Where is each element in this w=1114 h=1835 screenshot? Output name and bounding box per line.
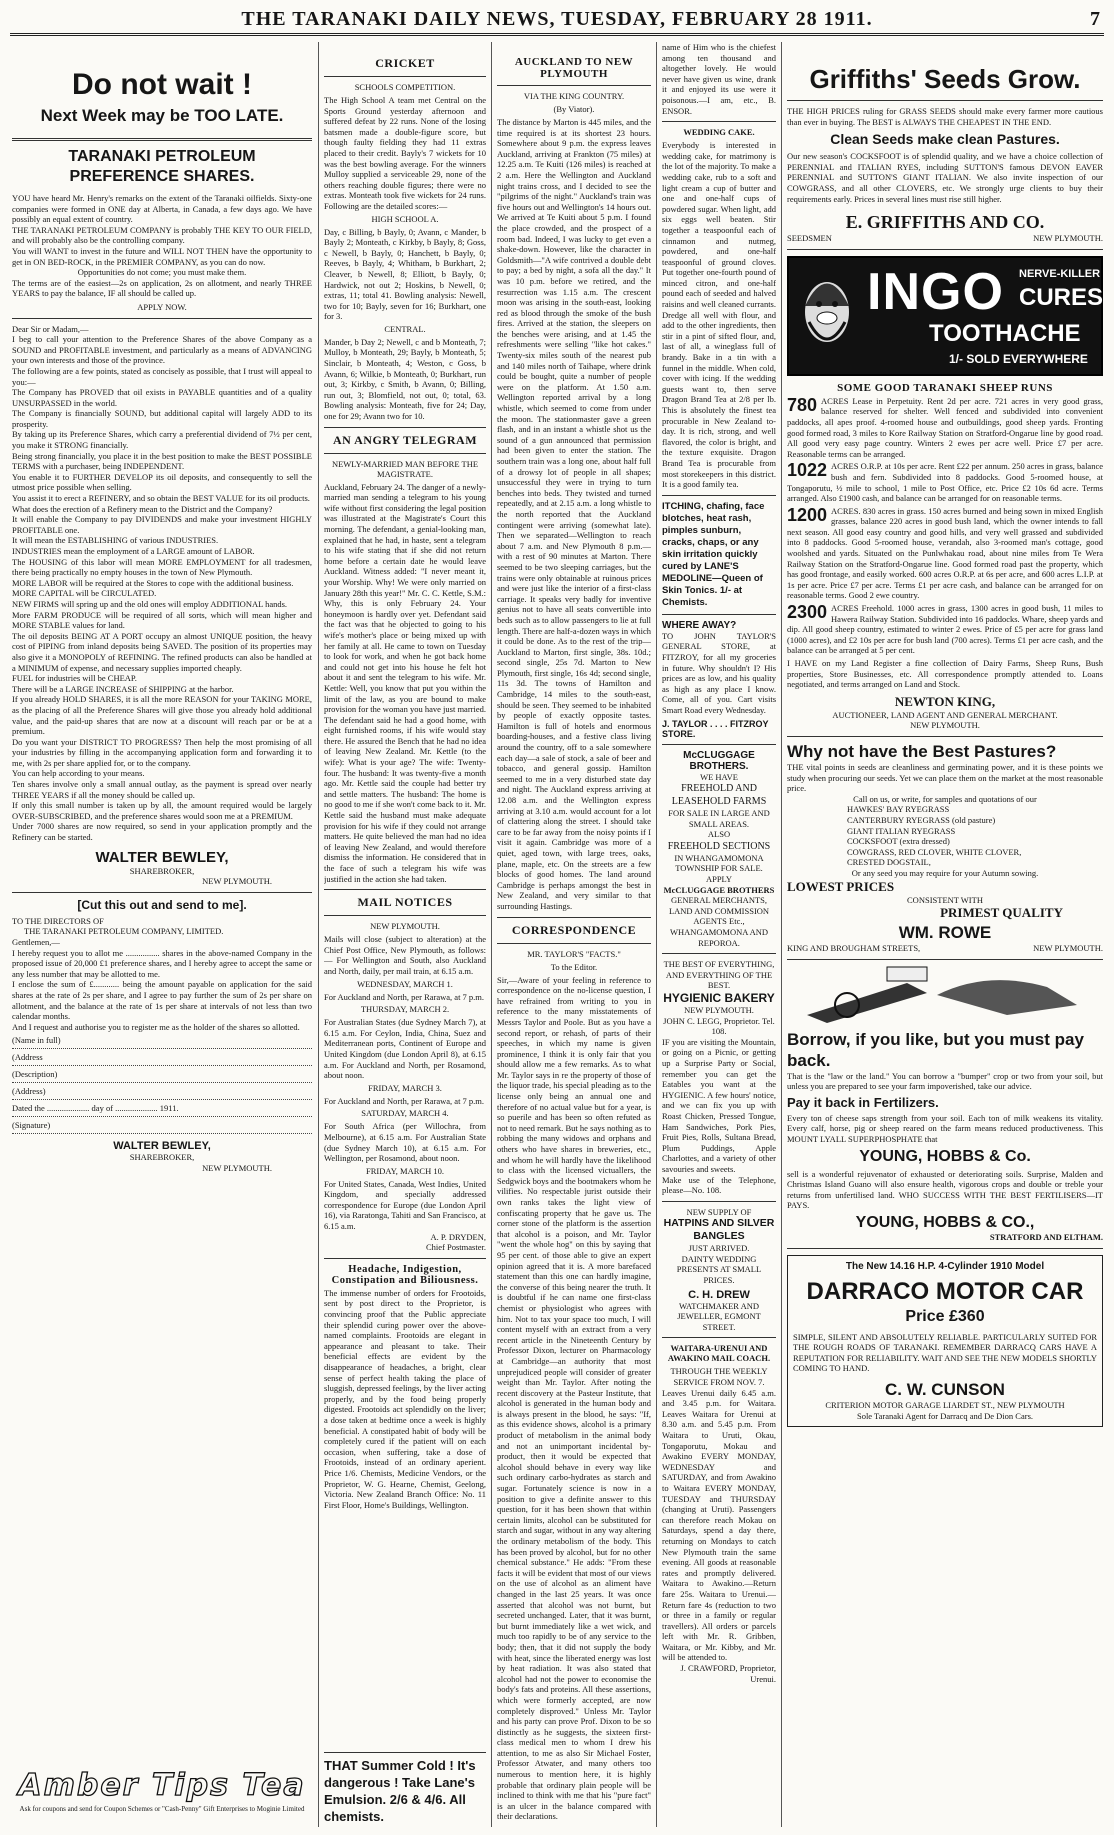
runs-footer: I HAVE on my Land Register a fine collection of Dairy Farms, Sheep Runs, Bush properties, Store Businesses, etc. All correspondence promptly attended to. Loans negotiated, and terms arranged on Land and Stock.: [787, 658, 1103, 690]
divider: [662, 1337, 776, 1338]
divider: [787, 1248, 1103, 1249]
mcc-line: FREEHOLD SECTIONS: [667, 840, 771, 852]
article-body: For Auckland and North, per Rarawa, at 7 p.m.: [324, 991, 485, 1002]
divider: [324, 453, 486, 454]
primest-quality: PRIMEST QUALITY: [940, 905, 1063, 921]
divider: [324, 889, 486, 890]
lanes-emulsion-text: THAT Summer Cold ! It's dangerous ! Take Lane's Emulsion. 2/6 & 4/6. All chemists.: [324, 1758, 476, 1824]
run-acres: 1200: [787, 505, 828, 525]
rowe-address: KING AND BROUGHAM STREETS,: [787, 943, 921, 954]
divider: [662, 1201, 776, 1202]
ad-paragraph: Ten shares involve only a small annual outlay, as the payment is spread over nearly THREE YEARS if all the money should be called up.: [12, 779, 312, 800]
article-body: Day, c Billing, b Bayly, 0; Avann, c Mander, b Bayly 2; Monteath, c Kirkby, b Bayly, 8; Goss, c Newell, b Bayly, 0; Hanchett, b Bayly, 0; Reeves, b Bayly, 4; Whitham, b Burkhart, 2; Cleaver, b Newell, 8; Elliott, b Bayly, 0; Hardwick, not out 2; Hoskins, b Newell, 0; extras, 11; total 41. Bowling analysis: Newell, two for 10; Bayly, seven for 16; Burkhart, one for 3.: [324, 226, 486, 322]
ad-salutation: Dear Sir or Madam,—: [12, 323, 89, 334]
mcc-line: GENERAL MERCHANTS, LAND AND COMMISSION AGENTS Etc.,: [668, 895, 770, 927]
letter-end: name of Him who is the chiefest among ten thousand and altogether lovely. He would never have given us wine, drank it and enjoyed its use were it poisonous.—I am, etc., B. ENSOR.: [662, 42, 776, 116]
ad-paragraph: NEW FIRMS will spring up and the old ones will employ ADDITIONAL hands.: [12, 598, 288, 609]
divider: [324, 427, 486, 428]
ingo-nerve: NERVE-KILLER: [1019, 267, 1101, 280]
young-hobbs-2: YOUNG, HOBBS & CO.,: [855, 1214, 1035, 1232]
article-body: The immense number of orders for Frootoids, sent by post direct to the Proprietor, is convincing proof that the Public appreciate their splendid curing power over the above-named complaints. Frootoids are elegant in appearance and pleasant to take. Their beneficial effects are evident by the disappearance of headaches, a bright, clear sense of perfect health taking the place of sluggish, depressed feelings, by the liver acting properly, and by the food being properly digested. Frootoids act splendidly on the liver; a dose taken at bedtime once a week is highly beneficial. A constipated habit of body will be completely cured if the patient will on each occasion, when suffering, take a dose of Frootoids, instead of an ordinary aperient. Price 1/6. Chemists, Medicine Vendors, or the Proprietor, W. G. Hearne, Chemist, Geelong, Victoria. New Zealand Branch Office: No. 11 First Floor, Home's Buildings, Wellington.: [324, 1287, 486, 1510]
form-to: TO THE DIRECTORS OF: [12, 915, 104, 926]
seed-list-item: GIANT ITALIAN RYEGRASS: [847, 825, 956, 836]
drew-role: WATCHMAKER AND JEWELLER, EGMONT STREET.: [677, 1300, 761, 1332]
section-subhead: HIGH SCHOOL A.: [371, 213, 439, 224]
ad-paragraph: MORE CAPITAL will be CIRCULATED.: [12, 588, 157, 599]
hatpins-just: JUST ARRIVED.: [688, 1243, 750, 1254]
pastures-headline: Why not have the Best Pastures?: [787, 741, 1057, 761]
seed-list-item: HAWKES' BAY RYEGRASS: [847, 804, 950, 815]
where-away-body: TO JOHN TAYLOR'S GENERAL STORE, at FITZROY, for all my groceries in future. Why shouldn't I? His prices are as low, and his quality as high as any place I know. Come, all of you. Cart visits Smart Road every Wednesday.: [662, 630, 776, 715]
griffiths-footer: [787, 233, 1103, 244]
form-text: I hereby request you to allot me ................ shares in the above-named Company in the proposed issue of 20,000 £1 preference shares, and I hereby agree to accept the same or any less number that may be allotted to me.: [12, 947, 312, 979]
young-body: sell is a wonderful rejuvenator of exhausted or deteriorating soils. Surprise, Malden and Christmas Island Guano will also ensure health, vigorous crops and double or treble your returns from unfertilised land. WHO SUCCESS WITH THE BEST FERTILISERS—IT PAYS.: [787, 1168, 1103, 1211]
column-ads-4: [662, 42, 776, 1827]
hatpins-dainty: DAINTY WEDDING PRESENTS AT SMALL PRICES.: [676, 1253, 762, 1286]
ad-paragraph: Under 7000 shares are now required, so send in your application promptly and the Refinery can be started.: [12, 821, 312, 843]
signer-name: WALTER BEWLEY,: [113, 1140, 211, 1153]
ad-paragraph: FUEL for industries will be CHEAP.: [12, 673, 137, 684]
mcc-line: WE HAVE: [700, 771, 738, 782]
seed-list-item: CRESTED DOGSTAIL,: [847, 857, 931, 868]
form-greeting: Gentlemen,—: [12, 937, 60, 947]
young-town: STRATFORD AND ELTHAM.: [989, 1232, 1103, 1243]
divider: [12, 892, 312, 893]
bakery-body: IF you are visiting the Mountain, or going on a Picnic, or getting up a Surprise Party or Social, remember you can get the Eatables you want at the HYGIENIC. A few hours' notice, and we can fix you up with Roast Chicken, Pressed Tongue, Ham Sandwiches, Pork Pies, Fruit Pies, Rolls, Sultana Bread, Plum Puddings, Apple Charlottes, and a variety of other savouries and sweets.: [662, 1036, 776, 1174]
signer-role: SHAREBROKER,: [129, 865, 195, 876]
sheep-runs-head: SOME GOOD TARANAKI SHEEP RUNS: [837, 381, 1053, 394]
section-head-mail: MAIL NOTICES: [357, 895, 453, 910]
bakery-town: NEW PLYMOUTH.: [684, 1005, 754, 1015]
section-head-correspondence: CORRESPONDENCE: [511, 922, 637, 937]
ad-paragraph: By taking up its Preference Shares, which carry a preferential dividend of 7½ per cent, you make it STRONG financially.: [12, 429, 312, 451]
ingo-brand: INGO: [867, 262, 1004, 321]
section-subhead: VIA THE KING COUNTRY.: [523, 91, 625, 101]
section-subhead: NEWLY-MARRIED MAN BEFORE THE MAGISTRATE.: [331, 458, 479, 479]
form-field-description[interactable]: (Description): [12, 1066, 312, 1083]
mail-signer: A. P. DRYDEN,: [430, 1231, 486, 1242]
bakery-pre: THE BEST OF EVERYTHING, AND EVERYTHING OF THE BEST.: [663, 959, 775, 991]
ingo-ad: [787, 256, 1103, 376]
mail-signer-role: Chief Postmaster.: [426, 1242, 486, 1253]
ad-paragraph: I beg to call your attention to the Preference Shares of the above Company as a SOUND and PROFITABLE investment, and particularly as a means of ADVANCING your own interests and those of the province.: [12, 334, 312, 366]
run-text: ACRES Freehold. 1000 acres in grass, 1300 acres in good bush, 11 miles to Hawera Railway Station. Subdivided into 16 paddocks. Whare, sheep yards and dip. All good sheep country, estimated to winter 2 ewes. Price of £5 per acre for grass land (1000 acres), and £2 10s per acre for bush land (700 acres). Terms £1 per acre cash, and the balance can be arranged at 5 per cent.: [787, 603, 1103, 656]
amber-tips-ad: [12, 1768, 312, 1828]
bumper-crop-illustration-icon: [787, 965, 1103, 1025]
ad-paragraph: The HOUSING of this labor will mean MORE EMPLOYMENT for all tradesmen, there being practically no empty houses in the town of New Plymouth.: [12, 556, 312, 578]
pastures-body: THE vital points in seeds are cleanliness and germinating power, and it is these points we study when procuring our seeds. Yet we can place them on the market at the most reasonable price.: [787, 761, 1103, 794]
divider: [787, 736, 1103, 737]
section-head-telegram: AN ANGRY TELEGRAM: [332, 432, 478, 447]
griffiths-headline: Griffiths' Seeds Grow.: [809, 64, 1081, 94]
ad-paragraph: MORE LABOR will be required at the Stores to cope with the additional business.: [12, 577, 294, 588]
signer-town: NEW PLYMOUTH.: [202, 876, 272, 887]
cut-out-note: [Cut this out and send to me].: [77, 897, 247, 912]
signer-name: WALTER BEWLEY,: [95, 848, 229, 866]
ad-paragraph: The Company has PROVED that oil exists in PAYABLE quantities and of a quality UNSURPASSED in the world.: [12, 387, 312, 408]
divider: [662, 121, 776, 122]
mail-date: THURSDAY, MARCH 2.: [360, 1004, 450, 1015]
seed-list-item: COWGRASS, RED CLOVER, WHITE CLOVER,: [847, 846, 1022, 857]
darraco-price: Price £360: [905, 1307, 985, 1325]
newton-king-town: NEW PLYMOUTH.: [910, 720, 980, 731]
ad-paragraph: The oil deposits BEING AT A PORT occupy an almost UNIQUE position, the heavy cost of PIPING from inland deposits being SAVED. The position of its properties may also give it a MONOPOLY of REFINING. The refined products can also be handled at a MINIMUM of expense, and necessary supplies imported cheaply.: [12, 630, 312, 673]
rowe-name: WM. ROWE: [898, 923, 992, 943]
mail-date: FRIDAY, MARCH 3.: [368, 1082, 442, 1093]
ingo-cures: CURES: [1019, 283, 1103, 311]
divider: [324, 76, 486, 77]
run-text: ACRES. 830 acres in grass. 150 acres burned and being sown in mixed English grasses, balance 220 acres in good bush land, which the owner intends to fall next season. All good easy country and good hills, and very well grassed and subdivided into 8 paddocks. Good 5-roomed house, verandah, also 3-roomed man's cottage, good woolshed and yards. Situated on the Punlwhakau road, about nine miles from Te Wera Railway Station on the Stratford-Ongarue line. Good formed road past the property, which has good frontage, and easily worked. 600 acres O.R.P. at 6s per acre, and 600 acres L.I.P. at 1s per acre. Price £7 per acre. Terms £1 per acre cash, and balance can be arranged for on reasonable terms. Good 2 ewe country.: [787, 505, 1103, 601]
article-body: For Australian States (due Sydney March 7), at 6.15 a.m. For Ceylon, India, China, Suez and Mediterranean ports, Continent of Europe and United Kingdom (due London April 8), at 6.15 a.m. For Auckland and North, per Rosamond, about noon.: [324, 1017, 486, 1081]
section-subhead: CENTRAL.: [384, 323, 426, 334]
form-field-date[interactable]: Dated the .................... day of .................... 1911.: [12, 1100, 312, 1117]
mccluggage-head: McCLUGGAGE BROTHERS.: [683, 749, 755, 772]
lanes-emulsion-ad: [324, 1752, 486, 1828]
seed-list-item: COCKSFOOT (extra dressed): [847, 836, 950, 847]
form-text: I enclose the sum of £............ being the amount payable on application for the said shares at the rate of 2s per share, and I agree to pay further the sum of 2s per share on allotment, and the balance at the rate of 1s per share at intervals of not less than two calendar months.: [12, 979, 312, 1022]
signer-town: NEW PLYMOUTH.: [202, 1162, 272, 1173]
ad-paragraph: The terms are of the easiest—2s on application, 2s on allotment, and nearly THREE YEARS to pay the balance, IF all should be called up.: [12, 277, 312, 299]
seed-list-item: CANTERBURY RYEGRASS (old pasture): [847, 814, 996, 825]
amber-tips-subtext: Ask for coupons and send for Coupon Schemes or "Cash-Penny" Gift Enterprises to Moginie Limited: [19, 1805, 305, 1813]
mcc-line: IN WHANGAMOMONA TOWNSHIP FOR SALE.: [674, 852, 764, 874]
ad-paragraph: If only this small number is taken up by all, the amount required would be largely OVER-SUBSCRIBED, and the preference shares would soon me at a PREMIUM.: [12, 800, 312, 821]
section-subhead: NEW PLYMOUTH.: [370, 921, 440, 932]
run-listing: [787, 506, 1103, 601]
form-field-address[interactable]: (Address: [12, 1049, 312, 1066]
article-body: The distance by Marton is 445 miles, and the time required is at its shortest 23 hours. Somewhere about 9 p.m. the express leaves Auckland, arriving at Frankton (75 miles) at 12.25 a.m. Te Kuiti (126 miles) is reached at 2 a.m. Here the Wellington and Auckland night trains cross, and I decided to see the "pilgrims of the night." Auckland's train was five hours out and Wellington's 14 hours out. We arrived at Te Kuiti about 5 p.m. I found the place crowded, and the prospect of a room bad. Indeed, I was lucky to get even a shake-down. However, like the character in Goldsmith—"A wife contrived a double debt to pay; a bed by night, a sofa all the day." It was 10 p.m. before we retired, and the resurrection was 1.15 a.m. The crescent moon was arising in the south-east, looking red as blood through the smoke of the bush fires. Arrived at the station, the sleepers on the benches were arising, and at 1.45 the refreshments were selling "like hot cakes." Twenty-six miles south of the nearest pub and 140 miles north of Taihape, where drink could be bought, quite a number of people were on the platform. At 1.50 a.m. Wellington reported arrival by a long whistle, which seemed to come from under the moon. The stationmaster gave a green flash, and in an instant a whistle shot us the sound of a gun announced that permission had been given to enter the station. The southern train was a long one, about half full of a drowsy lot of people in all shapes; unsuccessful they were in trying to turn benches into beds. They twisted and turned repeatedly, and at 2.15 a.m. a long whistle to the north reported that the Auckland contingent were arriving (somewhat late). Then we separated—Wellington to reach about 7 a.m. and New Plymouth 8 p.m.—with a rest of 90 minutes at Marton. There seemed to be two sleeping carriages, but the trains were only obtainable at ruinous prices and were just like the interior of a first-class carriage. It speaks very badly for inventive genius not to have all seats convertible into beds such as to allow passengers to lie at full length. There are half-a-dozen ways in which it could be done. As to the rest of the trip—Auckland to Marton, first single, 38s. 10d.; second single, 25s 7d. Marton to New Plymouth, first single, 16s 4d; second single, 11s 3d. The towns of Hamilton and Cambridge, 14 miles to the south-east, should be seen. They seemed to be inhabited by people of exactly opposite tastes. Hamilton is full of hotels and enormous boarding-houses, and a festive class living around the country, off to a sale somewhere each day—a sale of stock, a sale of beer and tobacco, and general gossip. Hamilton seemed to me in a very disturbed state day and night. The Auckland express arriving at 12.08 a.m. and the Wellington express arriving at 3.10 a.m. would account for a lot of clattering along the street. I should take care to be far away from the noisy points if I visit it again. Cambridge was more of a quiet, aged town, with large trees, oaks, plane, maple, etc. On the streets are a few blocks of good homes. The land around Cambridge is perhaps amongst the best in New Zealand, and very similar to that surrounding Hastings.: [497, 117, 651, 911]
borrow-body: That is the "law or the land." You can borrow a "bumper" crop or two from your soil, but unless you are prepared to see your farm impoverished, take our advice.: [787, 1070, 1103, 1092]
ad-title: TARANAKI PETROLEUM PREFERENCE SHARES.: [68, 148, 256, 185]
ad-paragraph: The Company is financially SOUND, but additional capital will largely ADD to its prosperity.: [12, 408, 312, 429]
ad-paragraph: The following are a few points, stated as concisely as possible, that I trust will appeal to you:—: [12, 365, 312, 387]
ad-paragraph: There will be a LARGE INCREASE of SHIPPING at the harbor.: [12, 683, 234, 694]
ad-paragraph: You assist it to erect a REFINERY, and so obtain the BEST VALUE for its oil products.: [12, 493, 310, 504]
cunson-addr: CRITERION MOTOR GARAGE LIARDET ST., NEW PLYMOUTH: [825, 1400, 1065, 1410]
column-rule: [491, 42, 492, 1827]
clean-seeds: Clean Seeds make clean Pastures.: [830, 131, 1060, 148]
ad-paragraph: If you already HOLD SHARES, it is all the more REASON for your TAKING MORE, as the placing of all the Preference Shares will give those you already hold additional value, and the paid-up shares that are now at a discount will reach par or be at a premium.: [12, 694, 312, 737]
taylor-store: J. TAYLOR . . . . FITZROY STORE.: [662, 718, 769, 739]
divider: [662, 614, 776, 615]
ad-headline: Do not wait !: [72, 68, 252, 101]
itching-ad: ITCHING, chafing, face blotches, heat rash, pimples sunburn, cracks, chaps, or any skin irritation quickly cured by LANE'S MEDOLINE—Queen of Skin Tonics. 1/- at Chemists.: [662, 500, 765, 608]
ad-paragraph: You can help according to your means.: [12, 768, 145, 779]
divider: [662, 953, 776, 954]
article-body: Sir,—Aware of your feeling in reference to correspondence on the no-license question, I have refrained from writing to you in reference to the many misstatements of Messrs Taylor and Poole. But as you have a second report, or rehash, of parts of their speeches, in which my name is given prominence, I think it is only fair that you should allow me a few remarks. As to what Mr. Taylor says in re the property of those of the liquor trade, his special pleading as to the license only being an annual one and therefore of no actual value but for a year, is so puerile and has been so often refuted as not to need remark. But he says nothing as to robbing the many widows and orphans and others who have shares in breweries, etc., and whom he will hardly have the likelihood to class with the licensed victuallers, the Sedgwick boys and the bootmakers whom he vilifies. No respectable jurist outside their own ranks takes the light view of confiscating property that he gave us. The corner stone of the platform is the assertion that alcohol is a poison, and Mr. Taylor "went the whole hog" on this by saying that 95 per cent. of those able to give an expert opinion agreed that it is. A more barefaced statement than this one can hardly imagine, the converse of this being nearer the truth. It is doubtful if he can name one first-class chemist or physiologist who agrees with him. Not to tax your space too much, I will content myself with an extract from a very recent article in the Nineteenth Century by Professor Dixon, lecturer on Pharmacology at Cambridge—an authority that most unprejudiced people will consider of greater weight than Mr. Taylor. After noting the recent discovery at the Pasteur Institute, that alcohol is generated in the human body and is always present in the blood, he says: "If, as this evidence shows, alcohol is a primary product of metabolism in the animal body and not an unimportant incidental by-product, then it would be expected that alcohol should behave in every way like such ordinary carbo-hydrates as starch and sugar. Fortunately science is now in a position to give a definite answer to this question, for it has been shown that within certain limits, alcohol can be substituted for starch and sugar, without in any way altering the ordinary metabolism of the body. This has been proved by alcohol, but for no other chemical substance." He adds: "From these facts it will be evident that most of our views on the use of alcohol as an aliment have changed in the last 25 years. It was once asserted that alcohol was not burnt, but secreted unchanged. Later, that it was burnt, but burnt immediately like a wet wick, and much too rapidly to be of any service to the body; then, that it did not supply the body with heat, since the liberated energy was lost by heat radiation. It was also stated that alcohol had not the power to economise the body's fats and proteins. All these assertions, which were formerly accepted, are now completely disproved." Unless Mr. Taylor and his party can prove Prof. Dixon to be so distinctly as he suggests, the sixteen first-class medical men to whom I drew his attention, to me as also Sir Michael Foster, Professor Atwater, and many others too numerous to mention here, it is highly probable that ordinary plain people will be inclined to think with me that his "pure fact" is an ulcer in the balance compared with their declarations.: [497, 974, 651, 1822]
ad-paragraph: What does the erection of a Refinery mean to the District and the Company?: [12, 503, 273, 514]
run-listing: [787, 396, 1103, 460]
run-listing: [787, 603, 1103, 656]
payback-body: Every ton of cheese saps strength from your soil. Each ton of milk weakens its vitality. Every calf, horse, pig or sheep reared on the farm means reduced productiveness. This MOUNT LYALL SUPERPHOSPHATE that: [787, 1112, 1103, 1145]
divider: [662, 495, 776, 496]
pastures-call: Call on us, or write, for samples and quotations of our: [853, 793, 1037, 804]
divider: [497, 917, 651, 918]
mail-date: WEDNESDAY, MARCH 1.: [357, 978, 453, 989]
seed-list: [787, 804, 1103, 868]
column-rule: [656, 42, 657, 1827]
section-head-wedding-cake: WEDDING CAKE.: [683, 127, 755, 138]
masthead-title: THE TARANAKI DAILY NEWS, TUESDAY, FEBRUARY 28 1911.: [241, 8, 873, 30]
mcc-line: FREEHOLD AND LEASEHOLD FARMS: [671, 783, 767, 808]
face-illustration-icon: [795, 266, 859, 370]
form-text: And I request and authorise you to register me as the holder of the shares so allotted.: [12, 1021, 300, 1032]
mcc-line: McCLUGGAGE BROTHERS: [663, 884, 775, 895]
article-body: For South Africa (per Willochra, from Melbourne), at 6.15 a.m. For Australian State (due Sydney March 10), at 6.15 a.m. For Wellington, per Rosamond, about noon.: [324, 1121, 486, 1164]
section-head-headache: Headache, Indigestion, Constipation and Biliousness.: [331, 1263, 479, 1286]
mcc-line: FOR SALE IN LARGE AND SMALL AREAS.: [668, 808, 770, 829]
ad-paragraph: Do you want your DISTRICT TO PROGRESS? Then help the most promising of all your industries by filling in the accompanying application form and forwarding it to me, with 2s per share applied for, or to the company.: [12, 736, 312, 768]
run-acres: 1022: [787, 461, 828, 481]
ad-paragraph: Opportunities do not come; you must make them.: [77, 267, 247, 278]
ad-paragraph: INDUSTRIES mean the employment of a LARGE amount of LABOR.: [12, 546, 255, 556]
ad-paragraph: You enable it to FURTHER DEVELOP its oil deposits, and consequently to sell the utmost price possible when selling.: [12, 471, 312, 493]
section-head-cricket: CRICKET: [375, 56, 435, 70]
drew-name: C. H. DREW: [688, 1288, 750, 1301]
newton-king-role: AUCTIONEER, LAND AGENT AND GENERAL MERCHANT.: [832, 709, 1058, 720]
section-subhead: SCHOOLS COMPETITION.: [354, 82, 456, 92]
young-hobbs: YOUNG, HOBBS & Co.: [859, 1147, 1031, 1165]
column-rule: [781, 42, 782, 1827]
ingo-sold: 1/- SOLD EVERYWHERE: [949, 351, 1088, 366]
column-news-2: [324, 42, 486, 1827]
darraco-title: DARRACO MOTOR CAR: [806, 1277, 1084, 1305]
section-subhead: To the Editor.: [550, 961, 598, 972]
divider: [12, 138, 312, 141]
lowest-prices: LOWEST PRICES: [787, 878, 895, 894]
column-rule: [318, 42, 319, 1827]
darraco-pre: The New 14.16 H.P. 4-Cylinder 1910 Model: [845, 1260, 1045, 1272]
form-field-name[interactable]: (Name in full): [12, 1032, 312, 1049]
article-body: The High School A team met Central on the Sports Ground yesterday afternoon and suffered defeat by 22 runs. None of the losing batsmen made a double-figure score, but though faulty fielding they had 11 extras placed to their credit. Bayly's 7 wickets for 10 was the best bowling average. For the winners Mulloy supplied a serviceable 29, none of the others reaching double figures; there were no extras. Monteath took five wickets for 24 runs. Following are the detailed scores:—: [324, 95, 486, 211]
article-body: For Auckland and North, per Rarawa, at 7 p.m.: [324, 1095, 485, 1106]
bakery-prop: JOHN C. LEGG, Proprietor. Tel. 108.: [663, 1015, 775, 1037]
where-away-head: WHERE AWAY?: [662, 619, 737, 631]
griffiths-town: NEW PLYMOUTH.: [1033, 233, 1103, 244]
coach-sign: J. CRAWFORD, Proprietor, Urenui.: [680, 1663, 776, 1684]
signer-role: SHAREBROKER,: [129, 1152, 195, 1163]
masthead: [10, 6, 1104, 36]
ad-paragraph: You will WANT to invest in the future and WILL NOT THEN have the opportunity to get in ON BED-ROCK, in the PREMIER COMPANY, as you can do now.: [12, 245, 312, 267]
article-body: Auckland, February 24. The danger of a newly-married man sending a telegram to his young wife without first considering the legal position was illustrated at the Magistrate's Court this morning. The defendant, a genial-looking man, explained that he had, in haste, sent a telegram to his wife stating that if she did not return home before a certain date he would leave Auckland. Witness added: "I never meant it, your Worship. Why! We were only married on January 28th this year!" Mr. C. C. Kettle, S.M.: Why, this is only February 24. Your honeymoon is hardly over yet. Defendant said the fact was that he objected to going to his wife's mother's place or being mixed up with her family at all. He came to town on Tuesday to look for work, and when he got back home and could not get into his house he felt hot about it and sent the telegram to his wife. Mr. Kettle: Well, you know that put you within the limit of the law, as you are bound to make provision for the woman you have just married. The defendant said he had a good home, with eight furnished rooms, if his wife would stay there. He assured the Bench that he had no idea of leaving New Zealand. Mr. Kettle (to the wife): What is your age? The wife: Twenty-four. The husband: It was twenty-five a month ago. Mr. Kettle said the couple had better try and settle matters. The husband: The home is no good to me if she won't come back to it. Mr. Kettle said the husband must make adequate provision for his wife if they could not arrange matters. He quite believed the man had no idea of leaving New Zealand, and would therefore dismiss the information. He considered that in the face of such a telegram his wife was justified in the action she had taken.: [324, 481, 486, 884]
borrow-headline: Borrow, if you like, but you must pay back.: [787, 1029, 1084, 1070]
pastures-require: Or any seed you may require for your Autumn sowing.: [851, 867, 1039, 878]
griffiths-role: SEEDSMEN: [787, 233, 832, 244]
coach-sub: THROUGH THE WEEKLY SERVICE FROM NOV. 7.: [670, 1366, 768, 1388]
column-ads-5: [787, 42, 1103, 1827]
ad-paragraph: It will mean the ESTABLISHING of various INDUSTRIES.: [12, 535, 219, 546]
divider: [497, 85, 651, 86]
griffiths-body: Our new season's COCKSFOOT is of splendid quality, and we have a choice collection of PERENNIAL and ITALIAN RYES, including SUTTON'S famous DEVON EAVER PERENNIAL and SUTTON'S GIANT ITALIAN. We also invite inspection of our COWGRASS, and all other CLOVERS, etc. We strongly urge clients to buy their requirements early. Prices in several lines must rise still higher.: [787, 151, 1103, 204]
divider: [787, 959, 1103, 960]
mcc-line: ALSO: [707, 829, 731, 840]
article-body: Mails will close (subject to alteration) at the Chief Post Office, New Plymouth, as follows:— For Wellington and South, also Auckland and North, daily, per mail train, at 6.15 a.m.: [324, 934, 486, 976]
run-text: ACRES Lease in Perpetuity. Rent 2d per acre. 721 acres in very good grass, balance reserved for shelter. Well fenced and subdivided into convenient paddocks, all apes proof. 4-roomed house and outbuildings, good sheep yards. Fronting good formed road, 3 miles to Kore Railway Station on Stratford-Ongarue line by good road. All good very easy page country. Winters 2 ewes per acre well. Price £7 per acre. Reasonable terms can be arranged.: [787, 395, 1103, 459]
byline: (By Viator).: [553, 104, 595, 114]
payback-head: Pay it back in Fertilizers.: [787, 1094, 939, 1110]
column-news-3: [497, 42, 651, 1827]
hatpins-head: HATPINS AND SILVER BANGLES: [663, 1217, 775, 1243]
ad-paragraph: THE TARANAKI PETROLEUM COMPANY is probably THE KEY TO OUR FIELD, and will probably also be the controlling company.: [12, 224, 312, 246]
mail-date: SATURDAY, MARCH 4.: [361, 1108, 449, 1119]
divider: [787, 249, 1103, 250]
amber-tips-title: Amber Tips Tea: [18, 1768, 306, 1803]
consistent-with: CONSISTENT WITH: [907, 894, 983, 905]
divider: [324, 915, 486, 916]
bakery-tel: Make use of the Telephone, please—No. 108.: [662, 1174, 776, 1196]
article-body: Mander, b Day 2; Newell, c and b Monteath, 7; Mulloy, b Monteath, 29; Bayly, b Monteath, 5; Sinclair, b Monteath, 4; Weston, c Goss, b Avann, 6; Wilkie, b Monteath, 0; Burkhart, run out, 3; Kirkby, c Smith, b Avann, 0; Billing, run out, 3; Blomfield, not out, 0; total, 63. Bowling analysis: Monteath, five for 24; Day, one for 29; Avann two for 10.: [324, 336, 486, 422]
coach-body: Leaves Urenui daily 6.45 a.m. and 3.45 p.m. for Waitara. Leaves Waitara for Urenui at 8.30 a.m. and 5.45 p.m. From Waitara to Uruti, Okau, Tongaporutu, Mokau and Awakino EVERY MONDAY, WEDNESDAY and SATURDAY, and from Awakino to Waitara EVERY MONDAY, TUESDAY and THURSDAY (changing at Uruti). Passengers can therefore reach Mokau on Saturdays, spend a day there, returning on Mondays to catch New Plymouth train the same evening. All goods at reasonable rates and promptly delivered. Waitara to Awakino.—Return fare 25s. Waitara to Urenui.—Return fare 4s (reduction to two or three in a family or regular travellers). All orders or parcels left with Mr. R. Gribben, Waitara, or Mr. Kibby, and Mr. will be attended to.: [662, 1387, 776, 1663]
ad-paragraph: It will enable the Company to pay DIVIDENDS and make your investment HIGHLY PROFITABLE one.: [12, 514, 312, 535]
section-head-auckland: AUCKLAND TO NEW PLYMOUTH: [514, 56, 634, 80]
ad-paragraph: Being strong financially, you place it in the best position to make the BEST POSSIBLE TERMS with a purchaser, being INDEPENDENT.: [12, 450, 312, 472]
hatpins-pre: NEW SUPPLY OF: [686, 1206, 752, 1217]
griffiths-body: THE HIGH PRICES ruling for GRASS SEEDS should make every farmer more cautious than ever in buying. The BEST is ALWAYS THE CHEAPEST IN THE END.: [787, 106, 1103, 127]
divider: [497, 943, 651, 944]
darraco-body: SIMPLE, SILENT AND ABSOLUTELY RELIABLE. PARTICULARLY SUITED FOR THE ROUGH ROADS OF TARANAKI. REMEMBER DARRACQ CARS HAVE A REPUTATION FOR RELIABILITY. WAIT AND SEE THE NEW MODELS SHORTLY COMING TO HAND.: [793, 1331, 1097, 1374]
column-petroleum-ad: [12, 42, 312, 1827]
section-subhead: MR. TAYLOR'S "FACTS.": [527, 948, 621, 959]
divider: [12, 318, 312, 319]
cunson-agent: Sole Taranaki Agent for Darracq and De Dion Cars.: [856, 1410, 1034, 1421]
griffiths-company: E. GRIFFITHS AND CO.: [845, 212, 1045, 233]
ingo-toothache: TOOTHACHE: [929, 319, 1081, 347]
run-acres: 780: [787, 395, 818, 415]
run-text: ACRES O.R.P. at 10s per acre. Rent £22 per annum. 250 acres in grass, balance bush and fern. Subdivided into 8 paddocks. Good 5-roomed house, at Tongaporutu, ½ mile to school, 1 mile to Post Office, etc. Price £2 10s 6d acre. Terms arranged. Also £1900 cash, and balance can be arranged for on reasonable terms.: [787, 461, 1103, 504]
run-listing: [787, 461, 1103, 503]
form-field-signature[interactable]: (Signature): [12, 1117, 312, 1134]
divider: [787, 100, 1103, 101]
ad-subheadline: Next Week may be TOO LATE.: [40, 106, 284, 125]
coach-head: WAITARA-URENUI AND AWAKINO MAIL COACH.: [667, 1343, 771, 1364]
run-acres: 2300: [787, 603, 828, 623]
mcc-line: APPLY: [705, 874, 733, 885]
ad-apply: APPLY NOW.: [137, 301, 187, 312]
form-company: THE TARANAKI PETROLEUM COMPANY, LIMITED.: [24, 926, 224, 937]
divider: [324, 1258, 486, 1259]
form-field-address-2[interactable]: (Address): [12, 1083, 312, 1100]
cunson-name: C. W. CUNSON: [885, 1380, 1005, 1399]
article-body: Everybody is interested in wedding cake, for matrimony is the lot of the majority. To make a wedding cake, rub to a soft and light cream a cup of butter and one and one-half cups of powdered sugar. When light, add six eggs well beaten. Stir together a teaspoonful each of cinnamon and nutmeg, powdered, and one-half teaspoonful of ground cloves. Put together one-fourth pound of minced citron, and one-half pound each of seeded and halved raisins and well cleaned currants. Dredge all well with flour, and add to the other ingredients, then stir in a pint of sifted flour, and, last of all, a wineglass full of brandy. Bake in a tin with a funnel in the middle. When cold, cover with icing. If the wedding guests want to, then serve Dragon Brand Tea at 2/8 per lb. This is absolutely the finest tea procurable in New Zealand to-day. It is rich, strong, and well flavored, the color is bright, and the texture exquisite. Dragon Brand Tea is procurable from most storekeepers in this district. It is a good family tea.: [662, 140, 776, 490]
mcc-line: WHANGAMOMONA AND REPOROA.: [670, 927, 768, 948]
ad-paragraph: More FARM PRODUCE will be required of all sorts, which will mean higher and MORE STABLE values for land.: [12, 609, 312, 631]
mail-date: FRIDAY, MARCH 10.: [366, 1165, 444, 1176]
page-number: 7: [1090, 8, 1100, 30]
bakery-head: HYGIENIC BAKERY: [663, 991, 775, 1005]
darraco-ad: [787, 1255, 1103, 1428]
rowe-town: NEW PLYMOUTH.: [1033, 943, 1103, 954]
article-body: For United States, Canada, West Indies, United Kingdom, and specially addressed correspondence for Europe (due London April 16), via Raratonga, Tahiti and San Francisco, at 6.15 a.m.: [324, 1178, 486, 1232]
rowe-footer: [787, 943, 1103, 954]
ad-paragraph: YOU have heard Mr. Henry's remarks on the extent of the Taranaki oilfields. Sixty-one companies were formed in ONE day at Alberta, in Canada, a few days ago. We have possibly an equal extent of country.: [12, 193, 312, 225]
newton-king: NEWTON KING,: [894, 693, 996, 709]
divider: [662, 744, 776, 745]
